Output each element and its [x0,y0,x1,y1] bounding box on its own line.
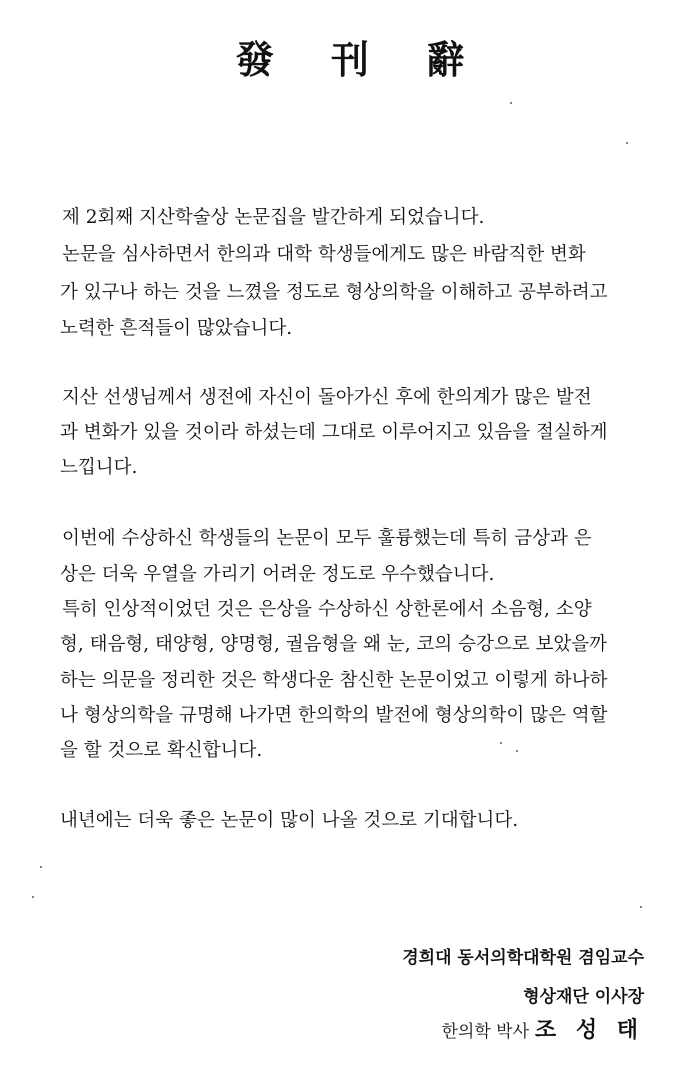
paragraph-1-line-4: 노력한 흔적들이 많았습니다. [60,318,293,339]
scan-speck [32,896,34,898]
signature-position: 형상재단 이사장 [523,987,644,1007]
scan-speck [510,102,512,104]
paragraph-3-line-7: 을 할 것으로 확신합니다. [60,740,263,761]
paragraph-4-line-1: 내년에는 더욱 좋은 논문이 많이 나올 것으로 기대합니다. [60,810,519,831]
signature-affiliation: 경희대 동서의학대학원 겸임교수 [402,948,644,968]
paragraph-2-line-2: 과 변화가 있을 것이라 하셨는데 그대로 이루어지고 있음을 절실하게 [60,422,608,443]
scan-speck [626,142,628,144]
signature-name: 조 성 태 [534,1017,644,1043]
scan-speck [40,866,42,868]
paragraph-2-line-3: 느낍니다. [60,457,138,478]
paragraph-3-line-4: 형, 태음형, 태양형, 양명형, 궐음형을 왜 눈, 코의 승강으로 보았을까 [60,634,607,655]
paragraph-1-line-2: 논문을 심사하면서 한의과 대학 학생들에게도 많은 바람직한 변화 [62,244,586,265]
paragraph-3-line-6: 나 형상의학을 규명해 나가면 한의학의 발전에 형상의학이 많은 역할 [60,705,608,726]
document-title: 發 刊 辭 [235,37,487,82]
paragraph-1-line-1: 제 2회째 지산학술상 논문집을 발간하게 되었습니다. [62,207,485,228]
signature-degree: 한의학 박사 [441,1022,529,1042]
paragraph-3-line-5: 하는 의문을 정리한 것은 학생다운 참신한 논문이었고 이렇게 하나하 [60,670,608,691]
paragraph-3-line-1: 이번에 수상하신 학생들의 논문이 모두 훌륭했는데 특히 금상과 은 [62,528,592,549]
scan-speck [640,906,642,908]
paragraph-1-line-3: 가 있구나 하는 것을 느꼈을 정도로 형상의학을 이해하고 공부하려고 [60,282,608,303]
signature-name-line [441,1018,644,1044]
scan-speck [500,742,502,744]
paragraph-3-line-2: 상은 더욱 우열을 가리기 어려운 정도로 우수했습니다. [60,564,495,585]
scan-speck [516,750,518,752]
paragraph-2-line-1: 지산 선생님께서 생전에 자신이 돌아가신 후에 한의계가 많은 발전 [62,387,592,408]
paragraph-3-line-3: 특히 인상적이었던 것은 은상을 수상하신 상한론에서 소음형, 소양 [62,599,592,620]
